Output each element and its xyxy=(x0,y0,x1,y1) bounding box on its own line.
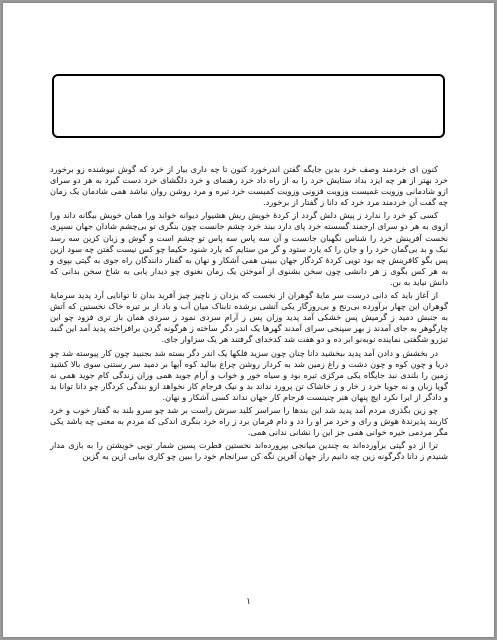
paragraph: از آغاز باید که دانی درست سر مایهٔ گوهران از نخست که یزدان ز ناچیز چیز آفرید بدان تا توانایی آرد پدید سرمایهٔ گوهران این چهار برآورده بی‌رنج و بی‌روزگار یکی آتشی برشده تابناک میان آب و باد از بر تیره خاک نخستین که آتش به جنبش دمید ز گرمیش پس خشکی آمد پدید وزان پس ز آرام سردی نمود ز سردی همان باز تری فزود چو این چارگوهر به جای آمدند ز بهر سپنجی سرای آمدند گهرها یک اندر دگر ساخته ز هرگونه گردن برافراخته پدید آمد این گنبد تیزرو شگفتی نماینده نوبه‌نو ابر ده و دو هفت شد کدخدای گرفتند هر یک سزاوار جای. xyxy=(50,290,448,345)
paragraph: در بخشش و دادن آمد پدید ببخشید دانا چنان چون سزید فلکها یک اندر دگر بسته شد بجنبید چون کار پیوسته شد چو دریا و چون کوه و چون دشت و راغ زمین شد به کردار روشن چراغ ببالید کوه آبها بر دمید سر رستنی سوی بالا کشید زمین را بلندی نبد جایگاه یکی مرکزی تیره بود و سیاه خور و خواب و آرام جوید همی وزان زندگی کام جوید همی نه گویا زبان و نه جویا خرد ز خار و ز خاشاک تن پرورد نداند بد و نیک فرجام کار نخواهد ازو بندگی کردگار چو دانا توانا بد و دادگر از ایرا نکرد ایچ پنهان هنر چنینست فرجام کار جهان نداند کسی آشکار و نهان. xyxy=(50,347,448,402)
title-box xyxy=(52,74,445,138)
paragraph: کسی کو خرد را ندارد ز پیش دلش گردد از کردهٔ خویش ریش هشیوار دیوانه خواند ورا همان خویش بیگانه داند ورا ازوی به هر دو سرای ارجمند گسسته خرد پای دارد ببند خرد چشم جانست چون بنگری تو بی‌چشم شادان جهان نسپری نخست آفرینش خرد را شناس نگهبان جانست و آن سه پاس سه پاس تو چشم است و گوش و زبان کزین سه رسد نیک و بد بی‌گمان خرد را و جان را که یارد ستود و گر من ستایم که یارد شنود حکیما چو کس نیست گفتن چه سود ازین پس بگو کافرینش چه بود تویی کردهٔ کردگار جهان ببینی همی آشکار و نهان به گفتار دانندگان راه جوی به گیتی بپوی و به هر کس بگوی ز هر دانشی چون سخن بشنوی از آموختن یک زمان نغنوی چو دیدار یابی به شاخ سخن بدانی که دانش نیاید به بن. xyxy=(50,210,448,287)
paragraph: چو زین بگذری مردم آمد پدید شد این بندها را سراسر کلید سرش راست بر شد چو سرو بلند به گفتار خوب و خرد کاربند پذیرندهٔ هوش و رای و خرد مر او را دد و دام فرمان برد ز راه خرد بنگری اندکی که مردم به معنی چه باشد یکی مگر مردمی خیره خوانی همی جز این را نشانی ندانی همی. xyxy=(50,404,448,438)
paragraph: کنون ای خردمند وصف خرد بدین جایگه گفتن اندرخورد کنون تا چه داری بیار از خرد که گوش نیوشنده زو برخورد خرد بهتر از هر چه ایزد بداد ستایش خرد را به از راه داد خرد رهنمای و خرد دلگشای خرد دست گیرد به هر دو سرای ازو شادمانی وزویت غمیست وزویت فزونی وزویت کمیست خرد تیره و مرد روشن روان نباشد همی شادمان یک زمان چه گفت آن خردمند مرد خرد که دانا ز گفتار از برخورد. xyxy=(50,164,448,208)
body-text xyxy=(50,164,448,464)
paragraph: ترا از دو گیتی برآورده‌اند به چندین میانجی بپرورده‌اند نخستین فطرت پسین شمار تویی خویشتن را به بازی مدار شنیدم ز دانا دگرگونه زین چه دانیم راز جهان آفرین نگه کن سرانجام خود را ببین چو کاری بیابی ازین به گزین xyxy=(50,440,448,462)
page-number: ۱ xyxy=(246,597,251,607)
document-page xyxy=(3,3,494,637)
